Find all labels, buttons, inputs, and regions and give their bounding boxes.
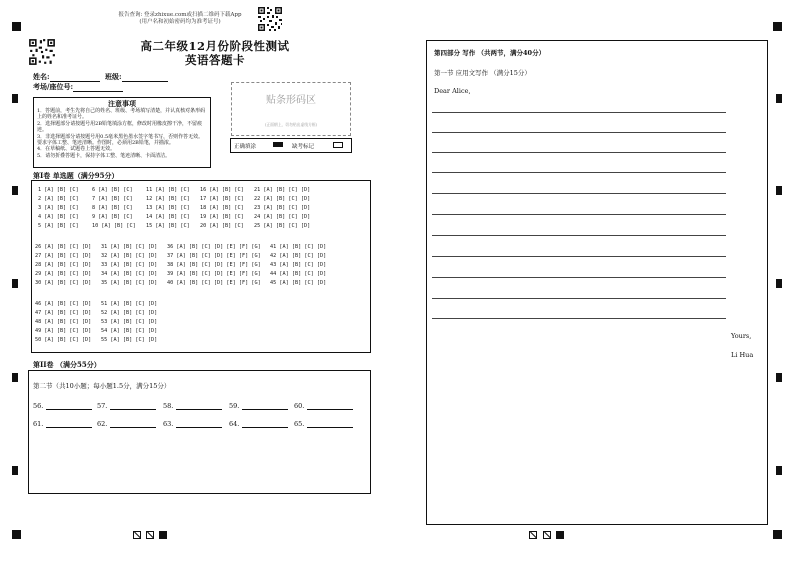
- choice-question[interactable]: 54 [A] [B] [C] [D]: [101, 328, 158, 334]
- writing-line[interactable]: [432, 235, 726, 236]
- room-seat-field[interactable]: [73, 83, 123, 92]
- page-mark-slash: [133, 531, 141, 539]
- choice-question[interactable]: 48 [A] [B] [C] [D]: [35, 319, 92, 325]
- choice-question[interactable]: 24 [A] [B] [C] [D]: [254, 214, 311, 220]
- absent-mark-label: 缺考标记: [292, 144, 315, 150]
- page-mark-slash: [529, 531, 537, 539]
- corner-mark: [773, 530, 782, 539]
- header-note-line1: 报告查询: 登录zhixue.com或扫描二维码下载App: [118, 12, 242, 18]
- choice-question[interactable]: 9 [A] [B] [C]: [92, 214, 133, 220]
- timing-mark: [12, 186, 18, 195]
- choice-question[interactable]: 35 [A] [B] [C] [D]: [101, 280, 158, 286]
- letter-greeting: Dear Alice,: [434, 87, 471, 95]
- header-note: [105, 12, 255, 26]
- choice-question[interactable]: 11 [A] [B] [C]: [146, 187, 190, 193]
- writing-line[interactable]: [432, 277, 726, 278]
- fill-blank-56[interactable]: 56.: [33, 402, 92, 410]
- timing-mark: [12, 94, 18, 103]
- choice-question[interactable]: 52 [A] [B] [C] [D]: [101, 310, 158, 316]
- page-mark-filled: [159, 531, 167, 539]
- header-qr-code: [257, 6, 283, 32]
- choice-question[interactable]: 2 [A] [B] [C]: [38, 196, 79, 202]
- timing-mark: [776, 373, 782, 382]
- answer-sheet-title: 英语答题卡: [185, 53, 245, 67]
- notice-box: [33, 97, 211, 168]
- letter-signature: Li Hua: [731, 351, 754, 359]
- choice-question[interactable]: 42 [A] [B] [C] [D]: [270, 253, 327, 259]
- notice-item: 1．答题前，考生先将自己的姓名、班级、考场填写清楚，并认真核对条形码上的姓名和准考证号。: [37, 108, 206, 121]
- choice-question[interactable]: 50 [A] [B] [C] [D]: [35, 337, 92, 343]
- choice-question[interactable]: 22 [A] [B] [C] [D]: [254, 196, 311, 202]
- correct-fill-label: 正确填涂: [234, 144, 257, 150]
- section4-subtitle: 第一节 应用文写作 （满分15分）: [434, 69, 531, 77]
- choice-question[interactable]: 8 [A] [B] [C]: [92, 205, 133, 211]
- choice-question[interactable]: 40 [A] [B] [C] [D] [E] [F] [G]: [167, 280, 261, 286]
- choice-question[interactable]: 25 [A] [B] [C] [D]: [254, 223, 311, 229]
- choice-question[interactable]: 44 [A] [B] [C] [D]: [270, 271, 327, 277]
- choice-question[interactable]: 17 [A] [B] [C]: [200, 196, 244, 202]
- notice-title: 注意事项: [108, 99, 136, 108]
- absent-mark-box[interactable]: [333, 142, 343, 148]
- choice-question[interactable]: 16 [A] [B] [C]: [200, 187, 244, 193]
- name-field[interactable]: [50, 73, 100, 82]
- corner-mark: [12, 22, 21, 31]
- choice-question[interactable]: 31 [A] [B] [C] [D]: [101, 244, 158, 250]
- fill-blank-65[interactable]: 65.: [294, 420, 353, 428]
- choice-question[interactable]: 47 [A] [B] [C] [D]: [35, 310, 92, 316]
- class-label: 班级:: [105, 72, 122, 81]
- fill-legend: [230, 138, 352, 153]
- fill-blank-62[interactable]: 62.: [97, 420, 156, 428]
- choice-question[interactable]: 21 [A] [B] [C] [D]: [254, 187, 311, 193]
- section2-title: 第II卷 （满分55分）: [33, 360, 101, 369]
- choice-question[interactable]: 49 [A] [B] [C] [D]: [35, 328, 92, 334]
- choice-question[interactable]: 34 [A] [B] [C] [D]: [101, 271, 158, 277]
- choice-question[interactable]: 38 [A] [B] [C] [D] [E] [F] [G]: [167, 262, 261, 268]
- notice-item: 2．选择题部分请按题号用2B铅笔填涂方框，修改时用橡皮擦干净，不留痕迹。: [37, 120, 203, 134]
- writing-line[interactable]: [432, 112, 726, 113]
- choice-question[interactable]: 51 [A] [B] [C] [D]: [101, 301, 158, 307]
- choice-question[interactable]: 15 [A] [B] [C]: [146, 223, 190, 229]
- choice-question[interactable]: 39 [A] [B] [C] [D] [E] [F] [G]: [167, 271, 261, 277]
- barcode-hint: (正面朝上，切勿贴出虚线方框): [264, 122, 318, 127]
- page-mark-filled: [556, 531, 564, 539]
- barcode-area: [231, 82, 351, 136]
- room-seat-label: 考场/座位号:: [33, 82, 74, 91]
- fill-blank-58[interactable]: 58.: [163, 402, 222, 410]
- choice-question[interactable]: 26 [A] [B] [C] [D]: [35, 244, 92, 250]
- fill-blank-61[interactable]: 61.: [33, 420, 92, 428]
- choice-question[interactable]: 10 [A] [B] [C]: [92, 223, 136, 229]
- section2-subtitle: 第二节（共10小题；每小题1.5分，满分15分）: [33, 382, 171, 390]
- choice-question[interactable]: 14 [A] [B] [C]: [146, 214, 190, 220]
- section1-title: 第I卷 单选题（满分95分）: [33, 171, 119, 180]
- timing-mark: [776, 466, 782, 475]
- name-class-row: [33, 72, 168, 82]
- correct-fill-sample: [273, 142, 283, 147]
- choice-question[interactable]: 13 [A] [B] [C]: [146, 205, 190, 211]
- page-mark-slash: [146, 531, 154, 539]
- choice-question[interactable]: 27 [A] [B] [C] [D]: [35, 253, 92, 259]
- page-mark-slash: [543, 531, 551, 539]
- timing-mark: [776, 186, 782, 195]
- corner-mark: [12, 530, 21, 539]
- fill-blank-57[interactable]: 57.: [97, 402, 156, 410]
- section4-title: 第四部分 写作 （共两节，满分40分）: [434, 49, 546, 57]
- writing-line[interactable]: [432, 318, 726, 319]
- writing-line[interactable]: [432, 298, 726, 299]
- fill-blank-59[interactable]: 59.: [229, 402, 288, 410]
- name-label: 姓名:: [33, 72, 50, 81]
- choice-question[interactable]: 37 [A] [B] [C] [D] [E] [F] [G]: [167, 253, 261, 259]
- fill-blank-60[interactable]: 60.: [294, 402, 353, 410]
- timing-mark: [12, 466, 18, 475]
- choice-question[interactable]: 19 [A] [B] [C]: [200, 214, 244, 220]
- choice-question[interactable]: 53 [A] [B] [C] [D]: [101, 319, 158, 325]
- choice-question[interactable]: 3 [A] [B] [C]: [38, 205, 79, 211]
- writing-line[interactable]: [432, 172, 726, 173]
- notice-item: 5．请勿折叠答题卡，保持字体工整、笔迹清晰、卡面清洁。: [37, 152, 171, 159]
- choice-question[interactable]: 46 [A] [B] [C] [D]: [35, 301, 92, 307]
- barcode-title: 贴条形码区: [266, 95, 316, 106]
- corner-mark: [773, 22, 782, 31]
- room-seat-row: [33, 82, 123, 92]
- choice-question[interactable]: 55 [A] [B] [C] [D]: [101, 337, 158, 343]
- class-field[interactable]: [122, 73, 168, 82]
- header-note-line2: (用户名和初始密码均为准考证号): [139, 19, 221, 25]
- writing-line[interactable]: [432, 193, 726, 194]
- choice-question[interactable]: 12 [A] [B] [C]: [146, 196, 190, 202]
- writing-line[interactable]: [432, 152, 726, 153]
- writing-line[interactable]: [432, 256, 726, 257]
- choice-question[interactable]: 33 [A] [B] [C] [D]: [101, 262, 158, 268]
- choice-question[interactable]: 20 [A] [B] [C]: [200, 223, 244, 229]
- choice-question[interactable]: 6 [A] [B] [C]: [92, 187, 133, 193]
- notice-item: 4．在草稿纸、试题卷上答题无效。: [37, 146, 116, 153]
- timing-mark: [776, 94, 782, 103]
- choice-question[interactable]: 1 [A] [B] [C]: [38, 187, 79, 193]
- choice-question[interactable]: 41 [A] [B] [C] [D]: [270, 244, 327, 250]
- timing-mark: [12, 373, 18, 382]
- fill-blank-63[interactable]: 63.: [163, 420, 222, 428]
- choice-question[interactable]: 29 [A] [B] [C] [D]: [35, 271, 92, 277]
- letter-closing: Yours,: [731, 332, 752, 340]
- choice-question[interactable]: 23 [A] [B] [C] [D]: [254, 205, 311, 211]
- timing-mark: [12, 279, 18, 288]
- notice-item: 3．非选择题部分请按题号用0.5毫米黑色墨水签字笔书写，否则作答无效。要求字体工整、笔迹清晰。作图时，必须用2B铅笔，并描浓。: [37, 133, 204, 147]
- choice-question[interactable]: 28 [A] [B] [C] [D]: [35, 262, 92, 268]
- choice-question[interactable]: 32 [A] [B] [C] [D]: [101, 253, 158, 259]
- exam-title: 高二年级12月份阶段性测试: [140, 39, 290, 53]
- choice-question[interactable]: 43 [A] [B] [C] [D]: [270, 262, 327, 268]
- writing-line[interactable]: [432, 132, 726, 133]
- student-qr-code: [28, 38, 56, 66]
- fill-blank-64[interactable]: 64.: [229, 420, 288, 428]
- choice-question[interactable]: 30 [A] [B] [C] [D]: [35, 280, 92, 286]
- choice-question[interactable]: 36 [A] [B] [C] [D] [E] [F] [G]: [167, 244, 261, 250]
- timing-mark: [776, 279, 782, 288]
- choice-question[interactable]: 45 [A] [B] [C] [D]: [270, 280, 327, 286]
- choice-question[interactable]: 4 [A] [B] [C]: [38, 214, 79, 220]
- choice-question[interactable]: 5 [A] [B] [C]: [38, 223, 79, 229]
- choice-question[interactable]: 18 [A] [B] [C]: [200, 205, 244, 211]
- choice-question[interactable]: 7 [A] [B] [C]: [92, 196, 133, 202]
- writing-line[interactable]: [432, 214, 726, 215]
